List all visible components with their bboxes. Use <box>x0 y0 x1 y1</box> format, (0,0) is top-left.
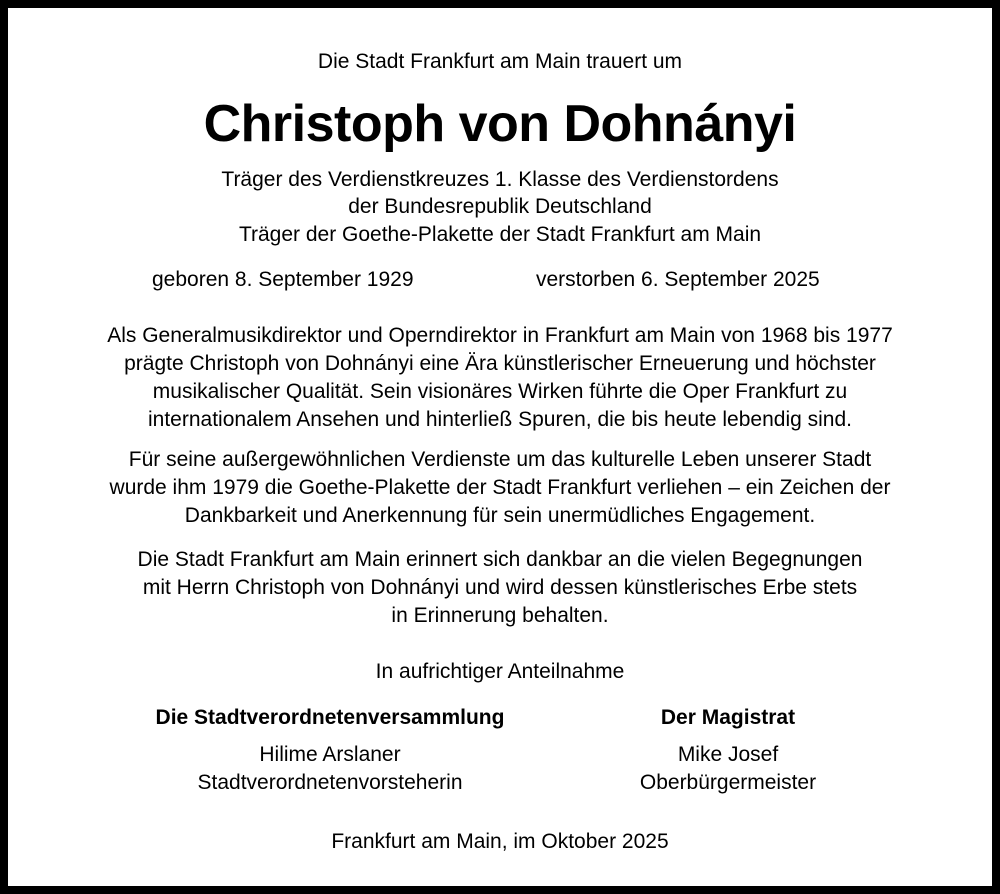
tribute-paragraph-2 <box>8 446 992 530</box>
paragraph-line: Als Generalmusikdirektor und Operndirektor in Frankfurt am Main von 1968 bis 1977 <box>107 324 893 347</box>
paragraph-line: prägte Christoph von Dohnányi eine Ära künstlerischer Erneuerung und höchster <box>124 352 876 375</box>
signatory-person: Mike Josef <box>677 743 779 766</box>
tribute-paragraph-1 <box>8 322 992 434</box>
signatory-council <box>130 704 530 797</box>
honor-line-2: der Bundesrepublik Deutschland <box>348 195 652 218</box>
honor-line-3: Träger der Goethe-Plakette der Stadt Frankfurt am Main <box>238 223 762 246</box>
paragraph-line: Für seine außergewöhnlichen Verdienste um das kulturelle Leben unserer Stadt <box>128 448 872 471</box>
death-date: verstorben 6. September 2025 <box>536 268 820 291</box>
birth-date: geboren 8. September 1929 <box>152 268 414 291</box>
signatory-person: Hilime Arslaner <box>259 743 401 766</box>
honor-line-1: Träger des Verdienstkreuzes 1. Klasse des Verdienstordens <box>221 168 779 191</box>
signatory-role: Oberbürgermeister <box>639 771 817 794</box>
deceased-name: Christoph von Dohnányi <box>203 95 797 153</box>
signatory-body: Der Magistrat <box>660 706 796 729</box>
paragraph-line: musikalischer Qualität. Sein visionäres Wirken führte die Oper Frankfurt zu <box>152 380 848 403</box>
paragraph-line: Die Stadt Frankfurt am Main erinnert sich dankbar an die vielen Begegnungen <box>137 548 863 571</box>
intro-text: Die Stadt Frankfurt am Main trauert um <box>317 50 683 73</box>
place-and-date: Frankfurt am Main, im Oktober 2025 <box>331 830 669 853</box>
signatory-magistrate <box>528 704 928 797</box>
paragraph-line: in Erinnerung behalten. <box>391 604 609 627</box>
sympathy-line: In aufrichtiger Anteilnahme <box>375 660 625 683</box>
tribute-paragraph-3 <box>8 546 992 630</box>
paragraph-line: wurde ihm 1979 die Goethe-Plakette der Stadt Frankfurt verliehen – ein Zeichen der <box>109 476 891 499</box>
signatory-role: Stadtverordnetenvorsteherin <box>197 771 463 794</box>
paragraph-line: internationalem Ansehen und hinterließ Spuren, die bis heute lebendig sind. <box>148 408 852 431</box>
paragraph-line: mit Herrn Christoph von Dohnányi und wird dessen künstlerisches Erbe stets <box>142 576 858 599</box>
paragraph-line: Dankbarkeit und Anerkennung für sein unermüdliches Engagement. <box>184 504 816 527</box>
signatory-body: Die Stadtverordnetenversammlung <box>155 706 505 729</box>
